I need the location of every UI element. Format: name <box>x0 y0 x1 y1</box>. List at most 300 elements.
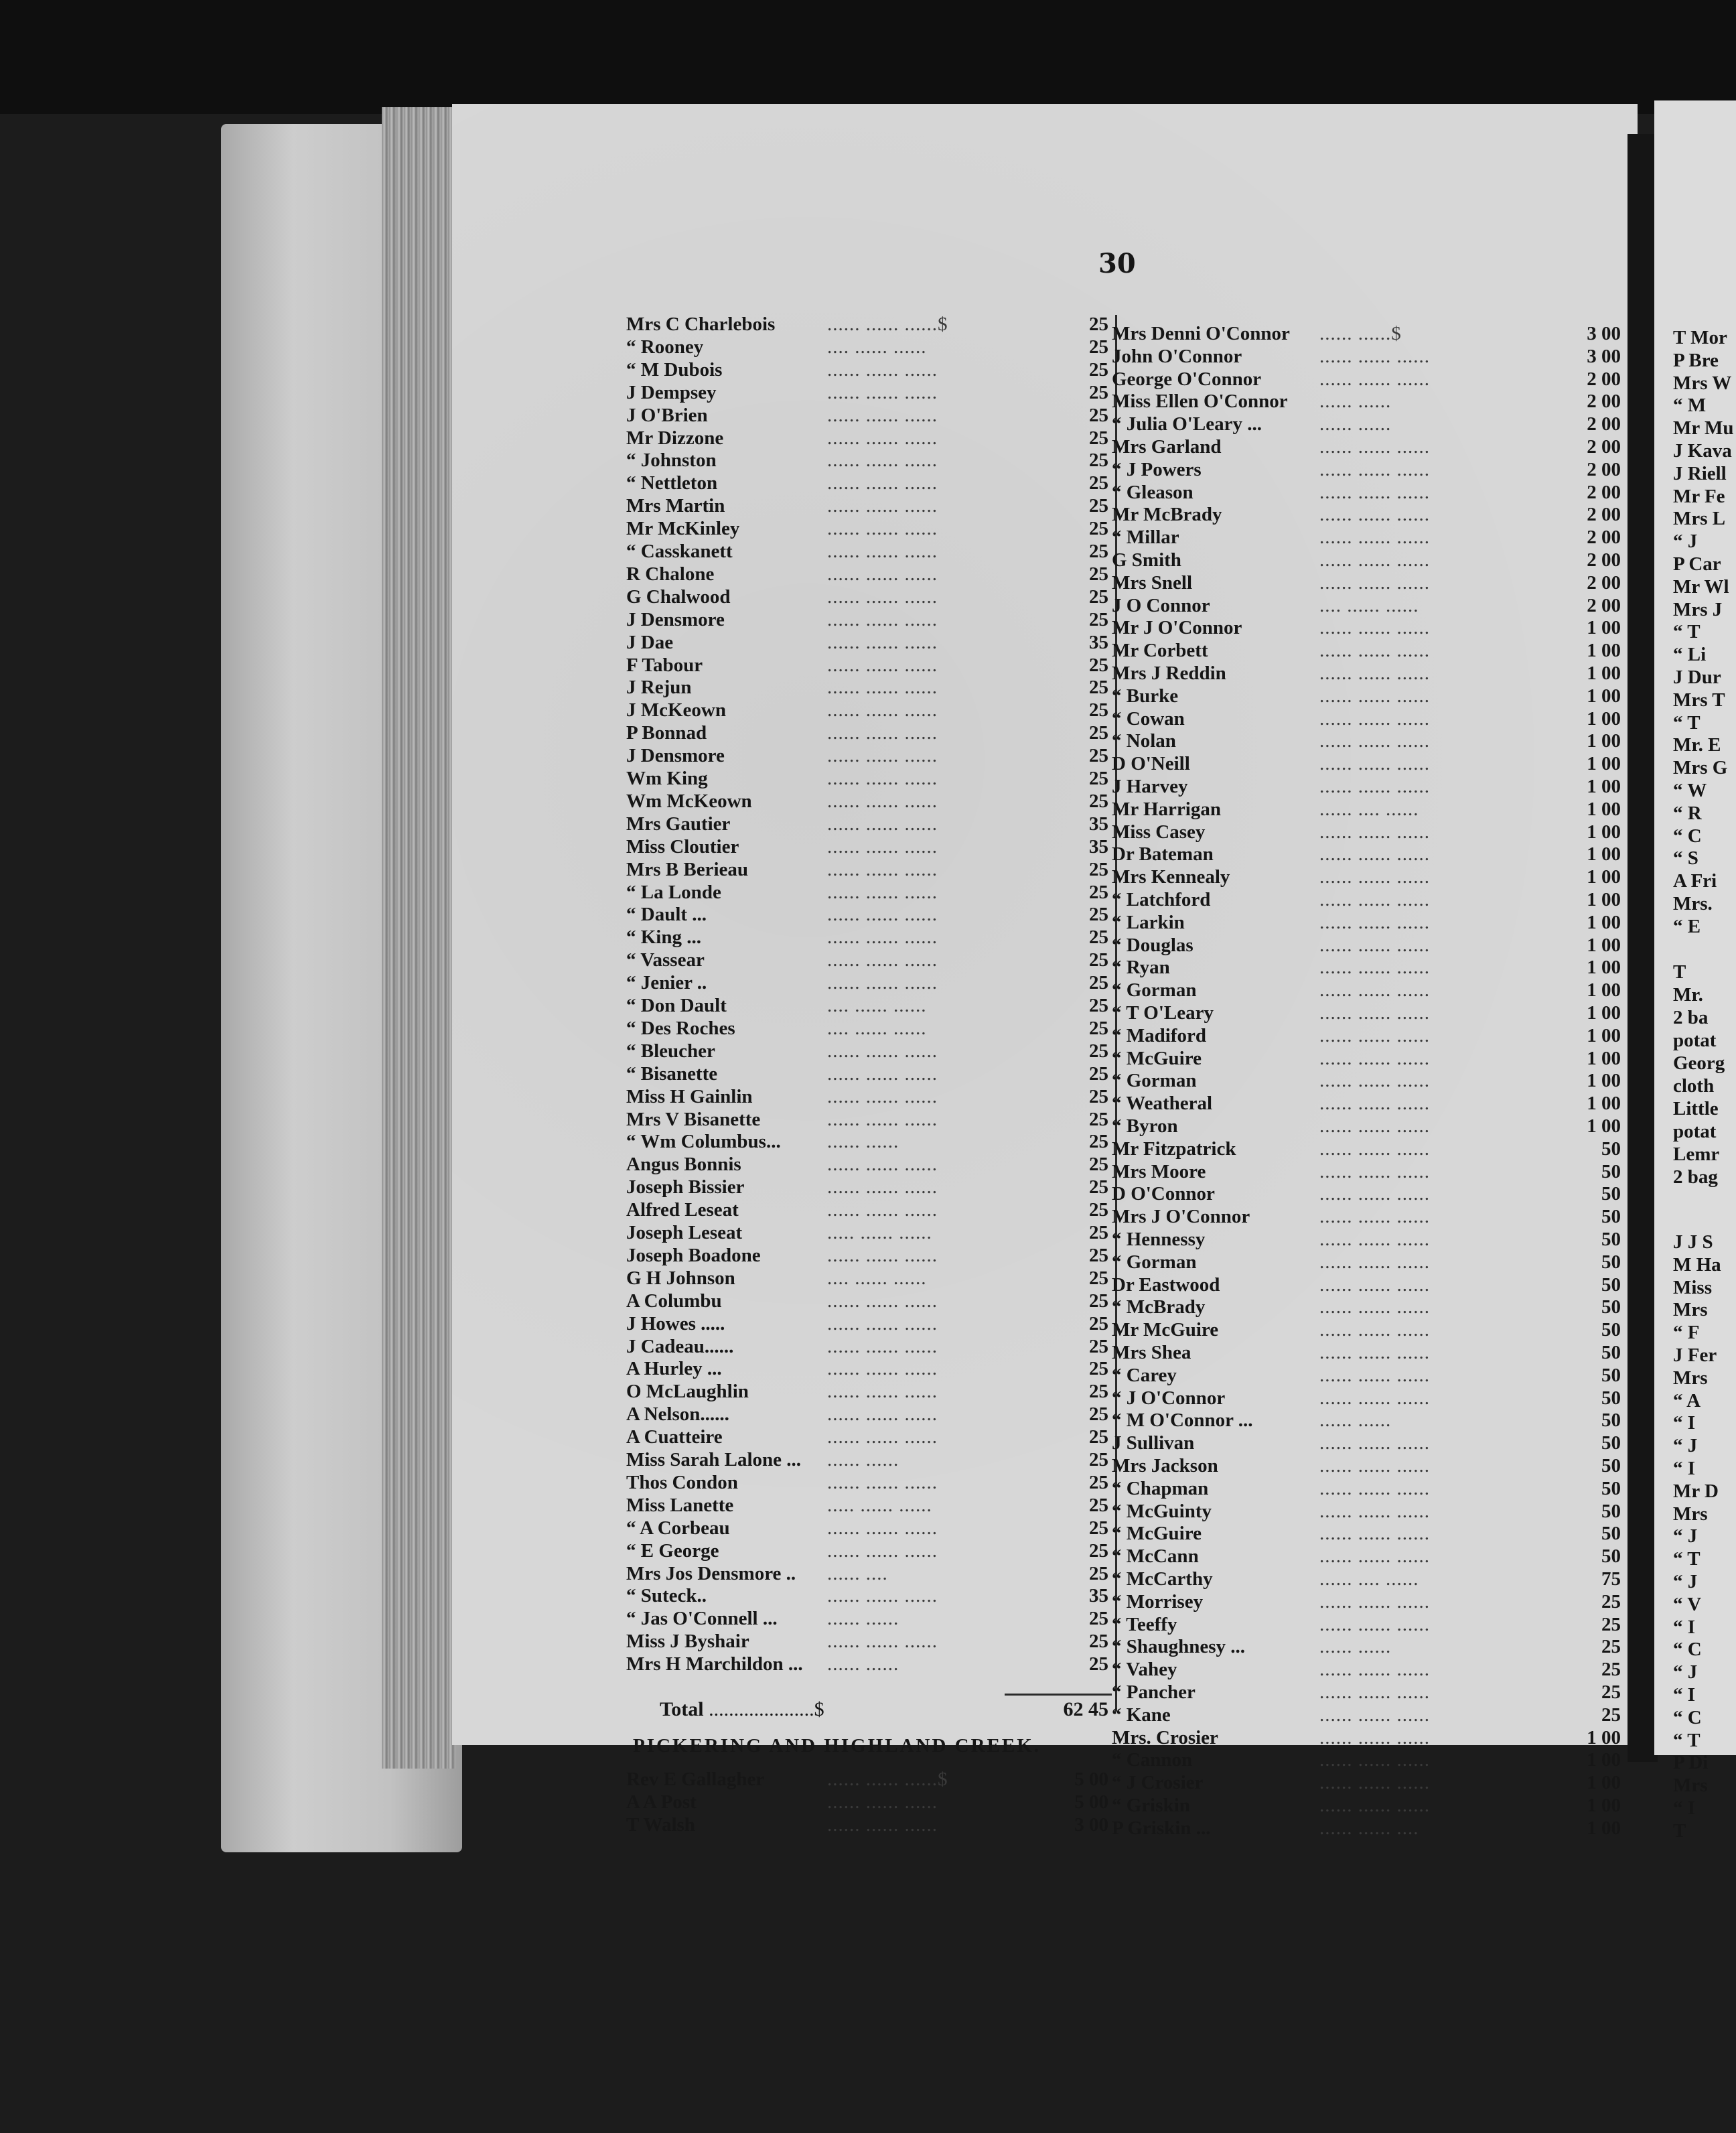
col1-row <box>626 382 1108 404</box>
cropped-entry: 2 ba <box>1673 1007 1709 1028</box>
leader-dots: ...... ...... ...... <box>827 495 938 517</box>
subscriber-name: “ Bleucher <box>626 1040 715 1062</box>
subscriber-name: Mrs H Marchildon ... <box>626 1653 803 1675</box>
cropped-entry: 2 bag <box>1673 1166 1718 1188</box>
subscriber-name: Mrs Jos Densmore .. <box>626 1562 796 1584</box>
col1-row <box>626 1290 1108 1312</box>
col2-row <box>1112 1409 1621 1432</box>
subscriber-name: “ Millar <box>1112 527 1179 549</box>
col2-row <box>1112 1749 1621 1771</box>
cropped-entry: Mrs. <box>1673 893 1713 914</box>
leader-dots: ...... ...... <box>827 1608 899 1630</box>
leader-dots: ...... ...... ...... <box>827 1244 938 1266</box>
leader-dots: ...... ...... ...... <box>1319 1364 1430 1386</box>
subscriber-name: “ Latchford <box>1112 889 1211 910</box>
col1-row <box>626 882 1108 904</box>
subscriber-name: J Dae <box>626 631 674 653</box>
leader-dots: ...... ...... ...... <box>827 1108 938 1130</box>
donation-amount: 25 <box>1089 699 1108 721</box>
col1-row <box>626 563 1108 586</box>
subscriber-name: “ Hennessy <box>1112 1229 1206 1250</box>
col1-row <box>626 427 1108 450</box>
leader-dots: ...... ...... ...... <box>1319 776 1430 797</box>
cropped-entry: “ J <box>1673 1435 1698 1457</box>
cropped-entry: “ M <box>1673 395 1707 417</box>
subscriber-name: Miss Cloutier <box>626 835 739 857</box>
col2-row <box>1112 413 1621 435</box>
donation-amount: 25 <box>1089 1562 1108 1584</box>
donation-amount: 1 00 <box>1587 1093 1621 1115</box>
subscriber-name: “ M O'Connor ... <box>1112 1409 1253 1432</box>
leader-dots: ...... ...... ...... <box>1319 1681 1430 1703</box>
leader-dots: ...... .... <box>827 1562 888 1584</box>
leader-dots: ...... ...... ...... <box>827 926 938 949</box>
pickering-row <box>626 1791 1108 1813</box>
leader-dots: ...... ...... ...... <box>827 518 938 540</box>
subscriber-name: Mrs Martin <box>626 495 725 517</box>
donation-amount: 50 <box>1601 1206 1621 1228</box>
subscriber-name: Joseph Bissier <box>626 1176 745 1198</box>
donation-amount: 2 00 <box>1587 391 1621 413</box>
donation-amount: 50 <box>1601 1455 1621 1476</box>
col1-row <box>626 1653 1108 1675</box>
leader-dots: ...... ...... ...... <box>827 1176 938 1198</box>
donation-amount: 50 <box>1601 1523 1621 1545</box>
col1-row <box>626 745 1108 767</box>
cropped-entry: Mr Wl <box>1673 575 1729 598</box>
leader-dots: ...... ...... ...... <box>1319 1093 1430 1115</box>
leader-dots: ...... ...... ...... <box>1319 707 1430 730</box>
donation-amount: 25 <box>1089 1631 1108 1653</box>
donation-amount: 1 00 <box>1587 685 1621 707</box>
cropped-entry: Mr D <box>1673 1480 1719 1502</box>
col2-row <box>1112 1342 1621 1364</box>
col2-row <box>1112 346 1621 368</box>
subscriber-name: Mrs Jackson <box>1112 1455 1218 1476</box>
col1-row <box>626 336 1108 358</box>
leader-dots: ...... ...... ...... <box>827 1539 938 1562</box>
donation-amount: 25 <box>1089 1381 1108 1403</box>
pickering-row <box>626 1769 1108 1791</box>
leader-dots: ...... ...... ...... <box>1319 458 1430 480</box>
subscriber-name: “ Julia O'Leary ... <box>1112 413 1262 435</box>
subscriber-name: A Hurley ... <box>626 1358 722 1380</box>
cropped-entry: “ V <box>1673 1593 1702 1615</box>
subscriber-name: T Walsh <box>626 1813 695 1836</box>
leader-dots: ...... ...... <box>827 1449 899 1470</box>
col2-row <box>1112 1727 1621 1749</box>
donation-amount: 1 00 <box>1587 1047 1621 1069</box>
col1-row <box>626 1381 1108 1403</box>
cropped-entry: “ I <box>1673 1797 1696 1819</box>
leader-dots: ...... ...... ...... <box>1319 1613 1430 1635</box>
col2-row <box>1112 1545 1621 1568</box>
subscriber-name: Mrs Snell <box>1112 571 1193 594</box>
leader-dots: ...... ...... ...... <box>1319 1206 1430 1228</box>
subscriber-name: J Densmore <box>626 608 725 630</box>
leader-dots: ...... ...... ...... <box>827 972 938 994</box>
subscriber-name: G Chalwood <box>626 586 731 608</box>
leader-dots: ...... ...... ...... <box>1319 1500 1430 1522</box>
cropped-entry: Lemr <box>1673 1144 1720 1165</box>
donation-amount: 1 00 <box>1587 707 1621 730</box>
col2-row <box>1112 1365 1621 1387</box>
donation-amount: 1 00 <box>1587 934 1621 956</box>
donation-amount: 3 00 <box>1074 1813 1108 1836</box>
leader-dots: ...... ...... ...... <box>827 1813 938 1836</box>
donation-amount: 25 <box>1089 381 1108 403</box>
col1-row <box>626 518 1108 540</box>
col1-row <box>626 495 1108 517</box>
leader-dots: ...... ...... ...... <box>827 541 938 562</box>
cropped-entry: “ J <box>1673 1571 1698 1592</box>
subscriber-name: Mrs V Bisanette <box>626 1108 761 1130</box>
donation-amount: 1 00 <box>1587 730 1621 752</box>
subscriber-name: Mrs Moore <box>1112 1160 1206 1182</box>
leader-dots: ...... ......$ <box>1319 323 1402 344</box>
col2-row <box>1112 979 1621 1002</box>
donation-amount: 50 <box>1601 1251 1621 1273</box>
leader-dots: ...... ...... ...... <box>827 1358 938 1380</box>
donation-amount: 1 00 <box>1587 843 1621 866</box>
subscriber-name: J O'Brien <box>626 404 708 426</box>
donation-amount: 5 00 <box>1074 1791 1108 1813</box>
donation-amount: 50 <box>1601 1432 1621 1454</box>
subscriber-name: Mrs C Charlebois <box>626 314 776 335</box>
col2-row <box>1112 1274 1621 1296</box>
donation-amount: 35 <box>1089 1585 1108 1607</box>
subscriber-name: “ J Powers <box>1112 458 1202 480</box>
col1-row <box>626 1313 1108 1335</box>
leader-dots: ...... ...... ...... <box>1319 685 1430 707</box>
donation-amount: 25 <box>1089 790 1108 812</box>
col1-row <box>626 632 1108 654</box>
subscriber-name: Mr Fitzpatrick <box>1112 1138 1236 1160</box>
donation-amount: 25 <box>1089 1040 1108 1062</box>
cropped-entry: “ A <box>1673 1389 1701 1412</box>
subscriber-name: “ Kane <box>1112 1704 1171 1726</box>
subscriber-name: “ Burke <box>1112 685 1179 707</box>
subscriber-name: “ McBrady <box>1112 1296 1206 1318</box>
col1-row <box>626 541 1108 563</box>
col2-row <box>1112 1432 1621 1454</box>
donation-amount: 2 00 <box>1587 504 1621 526</box>
leader-dots: ...... ...... ...... <box>827 1335 938 1357</box>
donation-amount: 25 <box>1089 1062 1108 1085</box>
col2-row <box>1112 549 1621 571</box>
leader-dots: ...... ...... ...... <box>827 881 938 903</box>
col2-row <box>1112 753 1621 775</box>
leader-dots: ...... ...... ...... <box>827 835 938 857</box>
leader-dots: .... ...... ...... <box>827 1017 927 1039</box>
col2-row <box>1112 957 1621 979</box>
donation-amount: 25 <box>1089 1653 1108 1675</box>
leader-dots: ...... ...... ...... <box>827 358 938 381</box>
col1-row <box>626 836 1108 858</box>
leader-dots: ...... .... ...... <box>1319 1568 1419 1590</box>
donation-amount: 25 <box>1089 1154 1108 1176</box>
subscriber-name: J O Connor <box>1112 594 1210 616</box>
col2-row <box>1112 708 1621 730</box>
leader-dots: ...... ...... ...... <box>1319 571 1430 594</box>
col1-row <box>626 1267 1108 1290</box>
donation-amount: 50 <box>1601 1138 1621 1160</box>
donation-amount: 2 00 <box>1587 368 1621 390</box>
col2-row <box>1112 482 1621 504</box>
leader-dots: .... ...... ...... <box>827 995 927 1016</box>
col2-row <box>1112 1251 1621 1274</box>
leader-dots: ...... ...... ...... <box>1319 1772 1430 1794</box>
col1-row <box>626 995 1108 1017</box>
subscriber-name: Mr Harrigan <box>1112 798 1221 820</box>
leader-dots: ...... ...... ...... <box>1319 730 1430 752</box>
leader-dots: ...... ...... ...... <box>827 1403 938 1426</box>
cropped-entry: “ C <box>1673 1706 1702 1728</box>
col1-row <box>626 1517 1108 1539</box>
donation-amount: 75 <box>1601 1568 1621 1590</box>
donation-amount: 25 <box>1089 1426 1108 1448</box>
cropped-entry: T <box>1673 1819 1686 1842</box>
col2-row <box>1112 776 1621 798</box>
cropped-entry: J Riell <box>1673 462 1727 484</box>
leader-dots: ...... ...... ...... <box>1319 481 1430 503</box>
donation-amount: 25 <box>1089 1449 1108 1470</box>
leader-dots: ...... ...... ...... <box>1319 1047 1430 1069</box>
subscriber-name: Miss Ellen O'Connor <box>1112 391 1288 413</box>
col2-row <box>1112 1229 1621 1251</box>
leader-dots: ...... ...... ...... <box>1319 1296 1430 1318</box>
leader-dots: ...... ...... ...... <box>1319 889 1430 910</box>
leader-dots: .... ...... ...... <box>827 336 927 358</box>
cropped-entry: Little <box>1673 1098 1719 1119</box>
leader-dots: ...... ...... ...... <box>827 404 938 426</box>
donation-amount: 25 <box>1089 1539 1108 1562</box>
subscriber-name: “ Dault ... <box>626 904 707 926</box>
total-row <box>660 1698 1108 1722</box>
subscriber-name: “ Ryan <box>1112 957 1170 979</box>
cropped-entry: “ J <box>1673 531 1698 553</box>
col2-row <box>1112 1115 1621 1138</box>
donation-amount: 25 <box>1089 1267 1108 1289</box>
donation-amount: 50 <box>1601 1387 1621 1409</box>
leader-dots: ...... ...... ...... <box>827 904 938 926</box>
subscriber-name: Angus Bonnis <box>626 1154 741 1176</box>
donation-amount: 35 <box>1089 813 1108 835</box>
cropped-entry: Mrs W <box>1673 372 1732 394</box>
col1-row <box>626 1358 1108 1380</box>
leader-dots: ...... ...... <box>827 1131 899 1153</box>
donation-amount: 3 00 <box>1587 345 1621 367</box>
col1-row <box>626 609 1108 631</box>
col2-row <box>1112 391 1621 413</box>
leader-dots: ...... ...... ...... <box>827 631 938 653</box>
donation-amount: 1 00 <box>1587 979 1621 1002</box>
donation-amount: 25 <box>1089 1108 1108 1130</box>
leader-dots: ...... ...... ...... <box>827 1154 938 1176</box>
col1-row <box>626 450 1108 472</box>
donation-amount: 25 <box>1601 1704 1621 1726</box>
donation-amount: 1 00 <box>1587 776 1621 797</box>
cropped-entry: T Mor <box>1673 327 1727 348</box>
donation-amount: 25 <box>1089 563 1108 585</box>
leader-dots: ...... ...... ...... <box>827 1040 938 1062</box>
donation-amount: 1 00 <box>1587 1726 1621 1748</box>
subscriber-name: “ Wm Columbus... <box>626 1131 781 1153</box>
subscriber-name: Mrs J Reddin <box>1112 663 1226 684</box>
col2-row <box>1112 527 1621 549</box>
leader-dots: ...... .... ...... <box>1319 798 1419 820</box>
col2-row <box>1112 1817 1621 1840</box>
col1-row <box>626 1154 1108 1176</box>
col2-row <box>1112 1523 1621 1545</box>
cropped-entry: potat <box>1673 1121 1717 1142</box>
leader-dots: ...... ...... ...... <box>827 1426 938 1448</box>
col1-row <box>626 1109 1108 1131</box>
leader-dots: ...... ...... ...... <box>1319 911 1430 933</box>
cropped-entry: “ T <box>1673 1729 1701 1751</box>
col1-row <box>626 1222 1108 1244</box>
cropped-entry: J Dur <box>1673 667 1721 688</box>
subscriber-name: Wm King <box>626 768 708 789</box>
donation-amount: 50 <box>1601 1160 1621 1182</box>
subscriber-name: “ M Dubois <box>626 358 723 381</box>
subscriber-name: “ McGuire <box>1112 1047 1202 1069</box>
col2-row <box>1112 1478 1621 1500</box>
col2-row <box>1112 1568 1621 1590</box>
subscriber-name: “ Des Roches <box>626 1017 735 1039</box>
leader-dots: ...... ...... ......$ <box>827 1769 948 1790</box>
leader-dots: ...... ...... ...... <box>827 654 938 676</box>
cropped-entry: P Di <box>1673 1752 1709 1774</box>
col2-row <box>1112 889 1621 911</box>
donation-amount: 25 <box>1601 1613 1621 1635</box>
subscriber-name: P Griskin ... <box>1112 1817 1211 1839</box>
subscriber-name: Miss Sarah Lalone ... <box>626 1449 802 1470</box>
subscriber-name: “ Teeffy <box>1112 1613 1177 1635</box>
donation-amount: 1 00 <box>1587 1115 1621 1137</box>
subscriber-name: “ Douglas <box>1112 934 1194 956</box>
subscriber-name: “ Jas O'Connell ... <box>626 1608 778 1630</box>
subscriber-name: “ Byron <box>1112 1115 1178 1137</box>
subscriber-name: A A Post <box>626 1791 697 1813</box>
donation-amount: 25 <box>1089 1358 1108 1380</box>
subscriber-name: A Cuatteire <box>626 1426 723 1448</box>
leader-dots: ...... ...... ...... <box>827 1471 938 1493</box>
cropped-entry: Mrs G <box>1673 757 1728 779</box>
leader-dots: ...... ...... ...... <box>827 745 938 767</box>
donation-amount: 50 <box>1601 1477 1621 1499</box>
leader-dots: ...... ...... ...... <box>1319 1319 1430 1341</box>
subscriber-name: Miss J Byshair <box>626 1631 749 1653</box>
leader-dots: ...... ...... ...... <box>1319 1432 1430 1454</box>
leader-dots: ...... ...... ...... <box>1319 1590 1430 1612</box>
leader-dots: ...... ...... ...... <box>1319 1251 1430 1273</box>
donation-amount: 25 <box>1089 314 1108 335</box>
subscriber-name: D O'Neill <box>1112 753 1190 775</box>
donation-amount: 1 00 <box>1587 889 1621 910</box>
cropped-entry: “ F <box>1673 1322 1700 1344</box>
donation-amount: 25 <box>1089 1176 1108 1198</box>
donation-amount: 2 00 <box>1587 413 1621 435</box>
subscriber-name: Miss H Gainlin <box>626 1085 753 1107</box>
subscriber-name: “ Madiford <box>1112 1024 1206 1046</box>
col2-row <box>1112 663 1621 685</box>
donation-amount: 50 <box>1601 1545 1621 1568</box>
cropped-entry: “ R <box>1673 802 1702 824</box>
subscriber-name: Mrs Denni O'Connor <box>1112 323 1290 344</box>
page-number: 30 <box>1098 248 1136 279</box>
subscriber-name: “ La Londe <box>626 881 721 903</box>
col2-row <box>1112 572 1621 594</box>
donation-amount: 25 <box>1089 1517 1108 1539</box>
col1-row <box>626 677 1108 699</box>
subscriber-name: “ Morrisey <box>1112 1590 1204 1612</box>
col2-row <box>1112 1093 1621 1115</box>
subscriber-name: “ A Corbeau <box>626 1517 730 1539</box>
leader-dots: ...... ...... ...... <box>827 699 938 721</box>
leader-dots: ...... ...... <box>1319 1636 1392 1658</box>
donation-amount: 50 <box>1601 1274 1621 1296</box>
leader-dots: ...... ...... ...... <box>827 1585 938 1607</box>
donation-amount: 5 00 <box>1074 1769 1108 1790</box>
subscriber-name: “ Suteck.. <box>626 1585 707 1607</box>
leader-dots: ...... ...... ...... <box>827 813 938 835</box>
cropped-entry: “ I <box>1673 1412 1696 1434</box>
col2-row <box>1112 368 1621 391</box>
book-gutter <box>1628 134 1658 1762</box>
col2-row <box>1112 504 1621 526</box>
subscriber-name: “ J Crosier <box>1112 1772 1204 1794</box>
col1-row <box>626 1426 1108 1448</box>
col1-row <box>626 359 1108 381</box>
leader-dots: ...... ...... ...... <box>1319 368 1430 390</box>
col1-row <box>626 859 1108 881</box>
donation-amount: 2 00 <box>1587 436 1621 458</box>
pickering-row <box>626 1814 1108 1836</box>
donation-amount: 1 00 <box>1587 753 1621 775</box>
col1-row <box>626 949 1108 971</box>
leader-dots: ...... ...... ...... <box>827 949 938 971</box>
page-stack-edges <box>382 107 455 1769</box>
donation-amount: 2 00 <box>1587 458 1621 480</box>
donation-amount: 50 <box>1601 1319 1621 1341</box>
donation-amount: 25 <box>1089 495 1108 517</box>
donation-amount: 1 00 <box>1587 617 1621 639</box>
subscriber-name: John O'Connor <box>1112 345 1242 367</box>
cropped-entry: Mr Fe <box>1673 485 1725 507</box>
cropped-entry: Mrs <box>1673 1367 1708 1389</box>
donation-amount: 25 <box>1089 1017 1108 1039</box>
cropped-entry: “ Li <box>1673 644 1707 666</box>
col2-row <box>1112 1501 1621 1523</box>
subscriber-name: “ Johnston <box>626 450 717 472</box>
leader-dots: ...... ...... ...... <box>827 563 938 585</box>
subscriber-name: “ Jenier .. <box>626 972 707 994</box>
leader-dots: ...... ...... ...... <box>827 1312 938 1334</box>
cropped-entry: P Car <box>1673 553 1721 575</box>
col1-row <box>626 926 1108 949</box>
donation-amount: 1 00 <box>1587 1002 1621 1024</box>
col2-row <box>1112 730 1621 752</box>
leader-dots: ...... ...... ...... <box>827 1381 938 1403</box>
donation-amount: 50 <box>1601 1229 1621 1250</box>
subscriber-name: “ King ... <box>626 926 701 949</box>
subscriber-name: Rev E Gallagher <box>626 1769 765 1790</box>
subscriber-name: “ Cannon <box>1112 1749 1193 1771</box>
subscriber-name: George O'Connor <box>1112 368 1262 390</box>
leader-dots: ..... ...... ...... <box>827 1222 932 1243</box>
subscriber-name: “ Gorman <box>1112 1070 1197 1092</box>
